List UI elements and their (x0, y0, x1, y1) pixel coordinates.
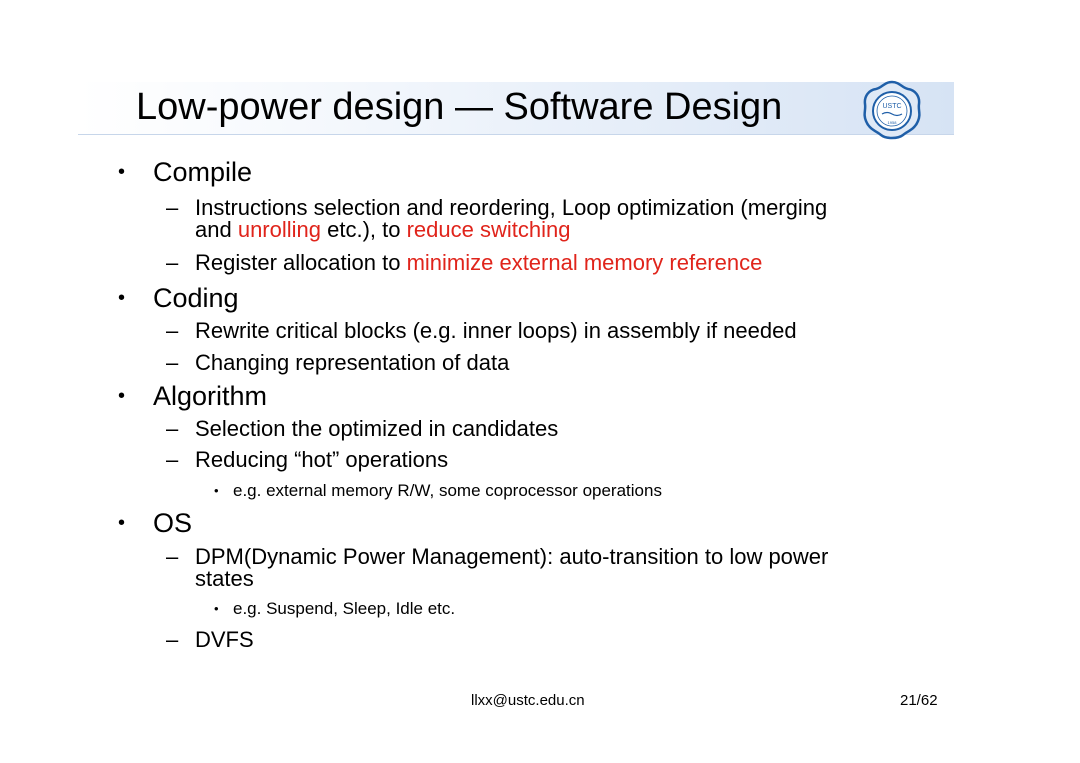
sub-sub-bullet-text: e.g. external memory R/W, some coprocessor operations (233, 481, 662, 500)
sub-bullet-text: Selection the optimized in candidates (195, 416, 559, 441)
sub-bullet-text: DPM(Dynamic Power Management): auto-transition to low power (195, 544, 829, 569)
bullet-dot-icon: • (118, 287, 126, 309)
bullet-dot-icon: • (214, 601, 219, 616)
bullet-heading: OS (153, 508, 193, 538)
slide-content: • Compile – Instructions selection and reordering, Loop optimization (merging and unrolling etc.), to reduce switching – Register allocation to minimize external memory reference • Coding – Rewrite critical blocks (e.g. inner loops) in assembly if needed – Changing representation of data • Algorithm – Selection the optimized in candidates – Reducing “hot” operations • e.g. external memory R/W, some coprocessor operations • OS – DPM(Dynamic Power Management): auto-transition to low power states • e.g. Suspend, Sleep, Idle etc. – DVFS (118, 157, 829, 652)
page-number: 21/62 (900, 692, 938, 709)
highlight-minimize-memory: minimize external memory reference (406, 250, 763, 275)
bullet-heading: Coding (153, 283, 239, 313)
bullet-dot-icon: • (118, 161, 126, 183)
sub-sub-bullet-text: e.g. Suspend, Sleep, Idle etc. (233, 599, 456, 618)
sub-bullet-text: Changing representation of data (195, 350, 510, 375)
sub-bullet-text: Reducing “hot” operations (195, 447, 449, 472)
highlight-unrolling: unrolling (237, 217, 321, 242)
bullet-dot-icon: • (118, 512, 126, 534)
slide-title: Low-power design — Software Design (136, 86, 783, 128)
sub-bullet-text: states (195, 566, 254, 591)
bullet-heading: Compile (153, 157, 253, 187)
logo-text: USTC (882, 103, 902, 110)
sub-bullet-text: Rewrite critical blocks (e.g. inner loops) in assembly if needed (195, 318, 797, 343)
bullet-heading: Algorithm (153, 381, 268, 411)
footer-email: llxx@ustc.edu.cn (471, 692, 585, 709)
sub-bullet-text: Instructions selection and reordering, Loop optimization (merging (195, 195, 828, 220)
logo-year: 1958 (887, 120, 897, 125)
highlight-reduce-switching: reduce switching (406, 217, 571, 242)
bullet-dot-icon: • (214, 483, 219, 498)
bullet-dot-icon: • (118, 385, 126, 407)
sub-bullet-text: DVFS (195, 627, 254, 652)
